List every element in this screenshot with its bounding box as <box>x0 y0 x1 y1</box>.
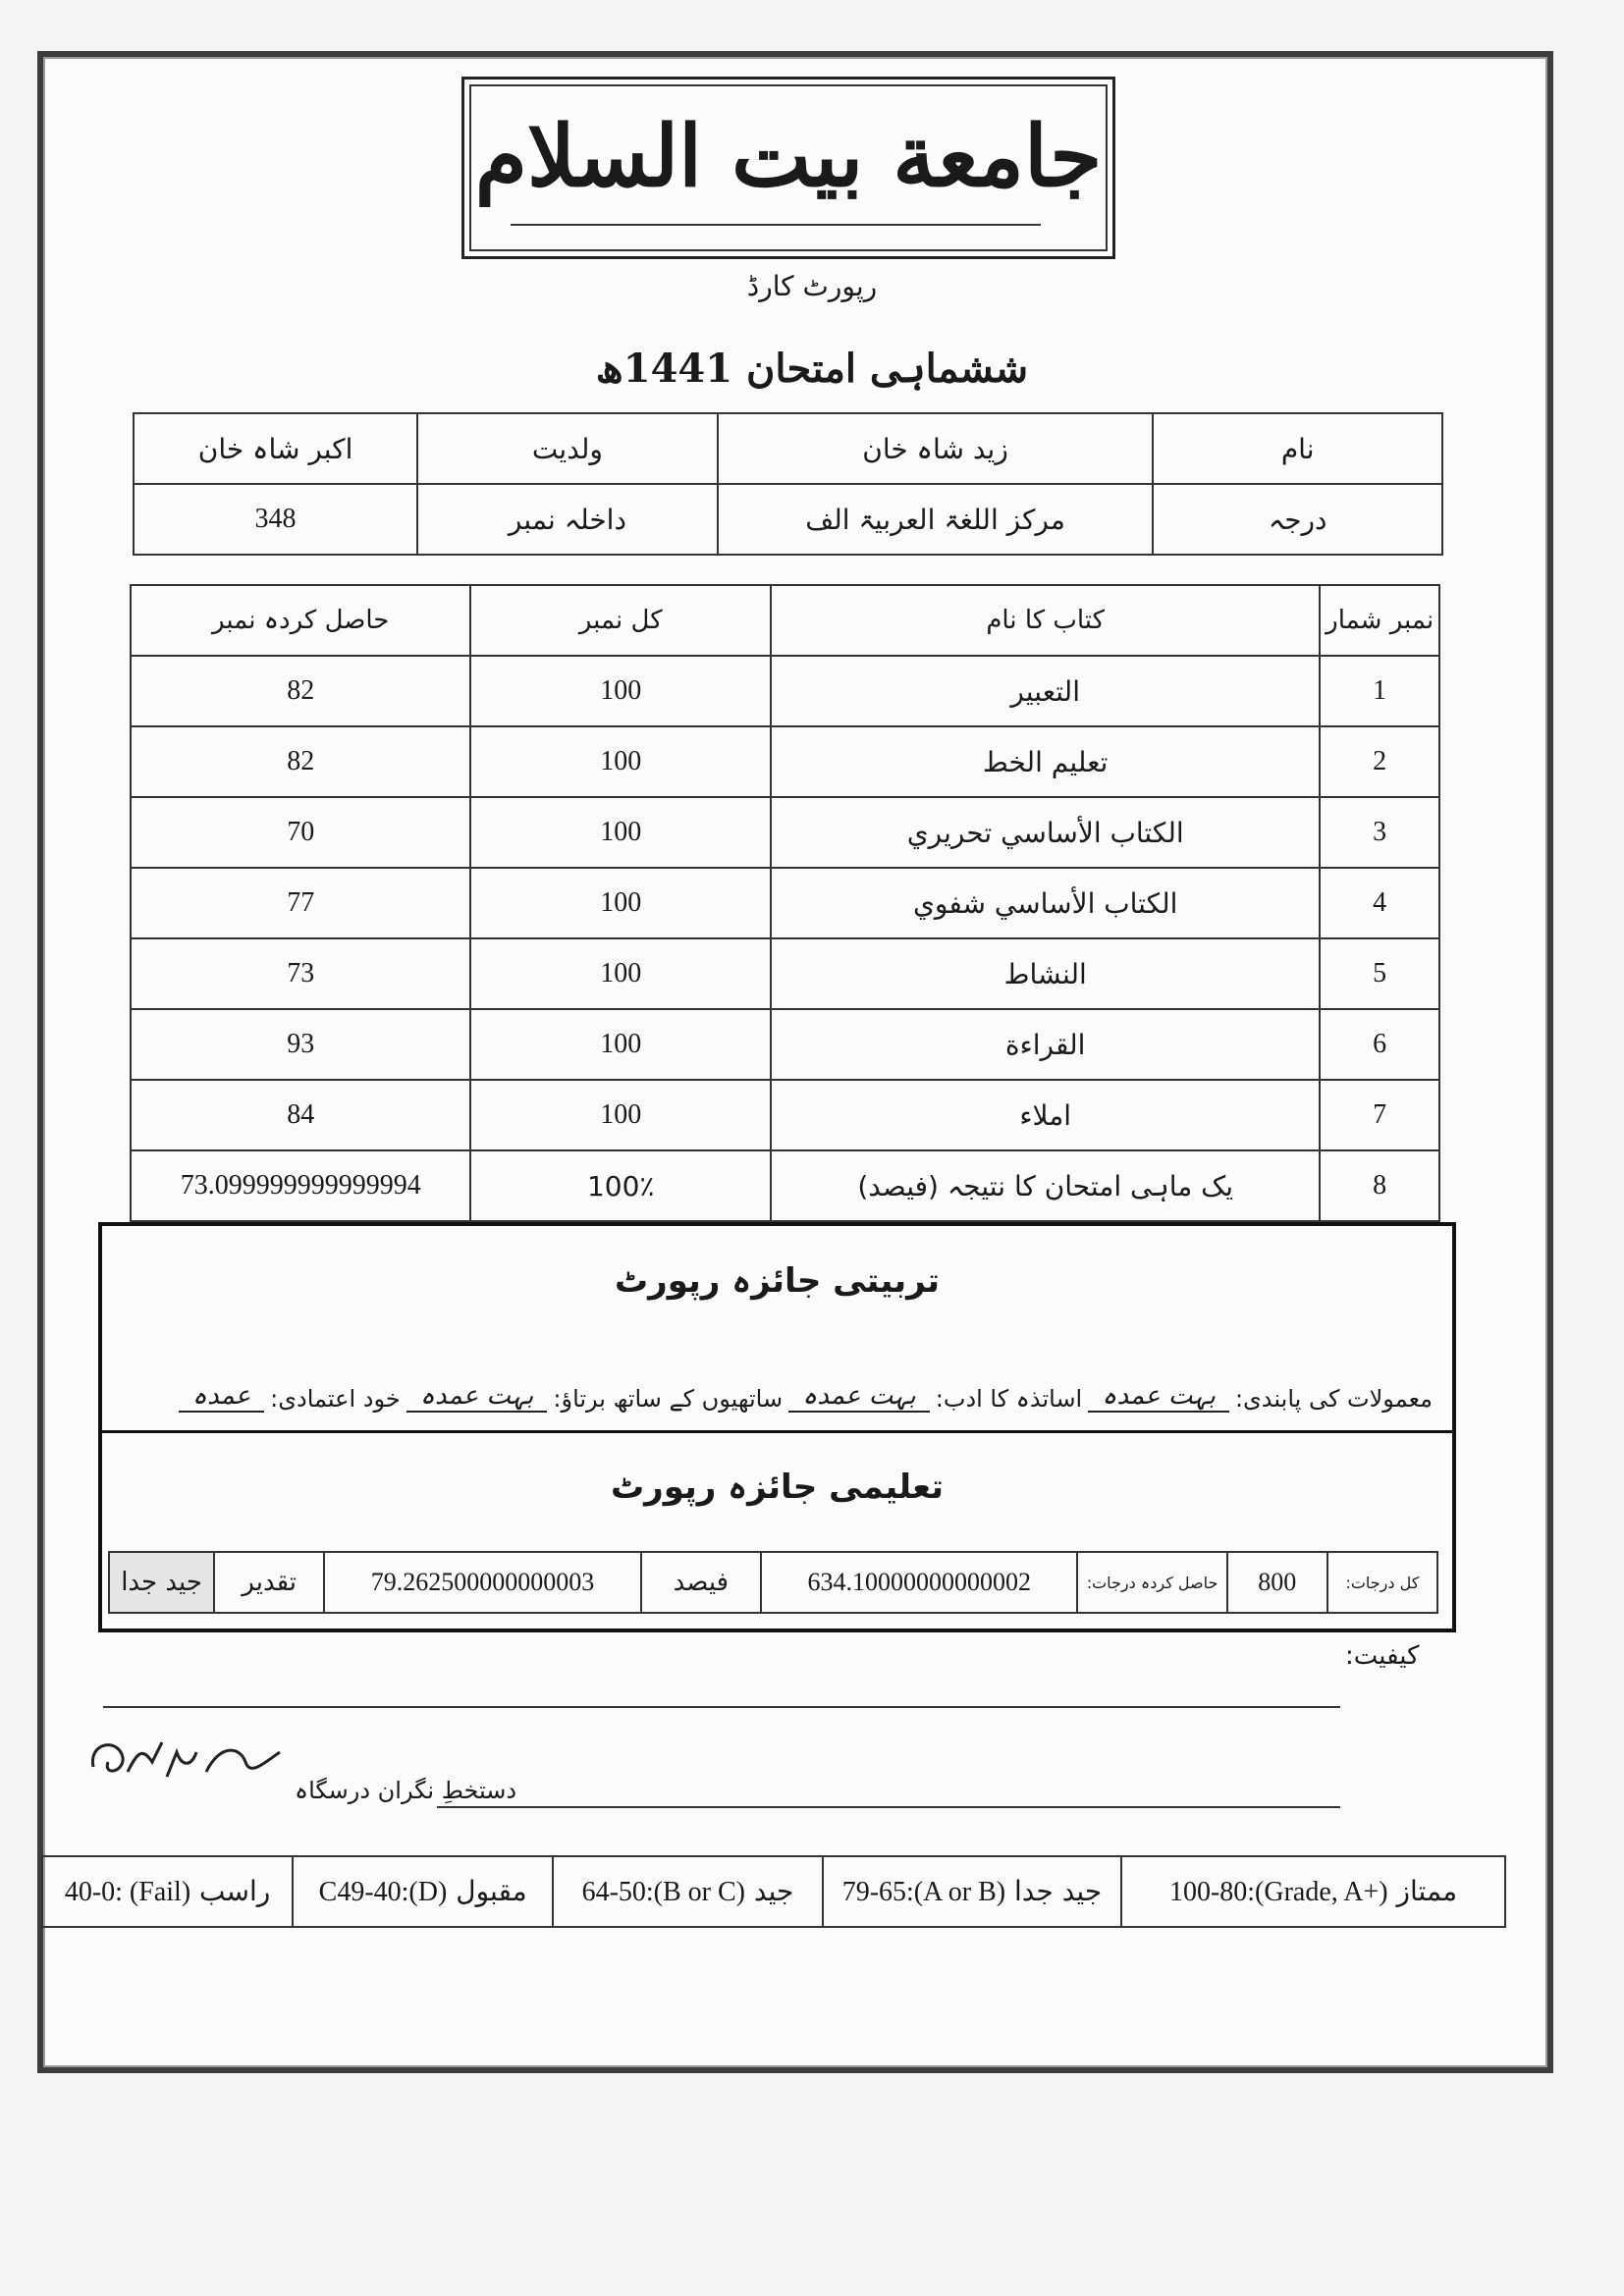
admission-label: داخلہ نمبر <box>417 484 718 555</box>
serial-cell: 4 <box>1320 868 1439 938</box>
percent-value: 79.262500000000003 <box>324 1552 640 1613</box>
marks-table <box>130 584 1440 1222</box>
book-cell: النشاط <box>771 938 1320 1009</box>
punctuality-label: معمولات کی پابندی: <box>1234 1385 1433 1413</box>
obtained-total-label: حاصل کردہ درجات: <box>1077 1552 1226 1613</box>
grade-range: 40-0: (Fail) <box>64 1877 191 1907</box>
peers-label: ساتھیوں کے ساتھ برتاؤ: <box>553 1385 784 1413</box>
class-value: مرکز اللغۃ العربیۃ الف <box>718 484 1154 555</box>
grade-scale-cell <box>823 1856 1121 1927</box>
obtained-cell: 73 <box>131 938 470 1009</box>
name-value: زید شاہ خان <box>718 413 1154 484</box>
serial-cell: 7 <box>1320 1080 1439 1150</box>
total-degrees-label: کل درجات: <box>1327 1552 1437 1613</box>
respect-value: بہت عمدہ <box>788 1381 930 1413</box>
grade-name: جید <box>753 1875 794 1907</box>
serial-cell: 5 <box>1320 938 1439 1009</box>
total-cell: 100 <box>470 656 771 726</box>
book-cell: القراءة <box>771 1009 1320 1080</box>
book-cell: تعليم الخط <box>771 726 1320 797</box>
table-row <box>131 656 1439 726</box>
remarks-label: کیفیت: <box>1345 1641 1420 1671</box>
exam-title: ششماہی امتحان 1441ھ <box>595 346 1029 392</box>
grade-scale-cell <box>42 1856 293 1927</box>
header-book: کتاب کا نام <box>771 585 1320 656</box>
percent-label: فیصد <box>641 1552 761 1613</box>
total-degrees-value: 800 <box>1227 1552 1327 1613</box>
signature-line <box>437 1806 1340 1808</box>
grade-scale-cell <box>293 1856 553 1927</box>
obtained-cell: 82 <box>131 656 470 726</box>
institution-name: جامعة بيت السلام <box>474 107 1103 206</box>
book-cell: الكتاب الأساسي شفوي <box>771 868 1320 938</box>
conduct-row <box>122 1354 1433 1413</box>
signature-label: دستخطِ نگران درسگاہ <box>295 1777 517 1804</box>
total-cell: 100 <box>470 797 771 868</box>
total-cell: 100 <box>470 1080 771 1150</box>
table-row <box>131 1009 1439 1080</box>
punctuality-value: بہت عمدہ <box>1088 1381 1229 1413</box>
name-label: نام <box>1153 413 1442 484</box>
admission-value: 348 <box>134 484 417 555</box>
grade-name: راسب <box>199 1875 271 1907</box>
table-row <box>131 1150 1439 1221</box>
grade-range: 79-65:(A or B) <box>841 1877 1006 1907</box>
table-row <box>131 868 1439 938</box>
obtained-cell: 73.099999999999994 <box>131 1150 470 1221</box>
confidence-value: عمدہ <box>179 1381 264 1413</box>
grade-scale-cell <box>553 1856 823 1927</box>
result-table <box>108 1551 1438 1614</box>
table-row <box>131 1080 1439 1150</box>
document-type: رپورٹ کارڈ <box>746 270 878 302</box>
father-label: ولدیت <box>417 413 718 484</box>
student-info-table <box>133 412 1443 556</box>
peers-value: بہت عمدہ <box>406 1381 548 1413</box>
book-cell: یک ماہی امتحان کا نتیجہ (فیصد) <box>771 1150 1320 1221</box>
tarbiyati-title: تربیتی جائزہ رپورٹ <box>614 1261 941 1301</box>
supervisor-signature <box>83 1733 299 1791</box>
obtained-cell: 77 <box>131 868 470 938</box>
total-cell: 100 <box>470 868 771 938</box>
grade-range: 64-50:(B or C) <box>581 1877 745 1907</box>
total-cell: 100 <box>470 938 771 1009</box>
total-cell: 100 <box>470 1009 771 1080</box>
obtained-cell: 82 <box>131 726 470 797</box>
table-row <box>131 938 1439 1009</box>
header-serial: نمبر شمار <box>1320 585 1439 656</box>
taleemi-title: تعلیمی جائزہ رپورٹ <box>610 1468 945 1507</box>
grade-scale-cell <box>1121 1856 1505 1927</box>
title-underline <box>511 224 1041 226</box>
obtained-total-value: 634.10000000000002 <box>761 1552 1077 1613</box>
class-label: درجہ <box>1153 484 1442 555</box>
table-row <box>131 726 1439 797</box>
book-cell: التعبير <box>771 656 1320 726</box>
title-box <box>461 77 1115 259</box>
grade-range: C49-40:(D) <box>318 1877 448 1907</box>
serial-cell: 3 <box>1320 797 1439 868</box>
serial-cell: 2 <box>1320 726 1439 797</box>
confidence-label: خود اعتمادی: <box>270 1385 401 1413</box>
serial-cell: 6 <box>1320 1009 1439 1080</box>
grade-value: جید جدا <box>109 1552 214 1613</box>
table-row <box>131 797 1439 868</box>
header-obtained: حاصل کردہ نمبر <box>131 585 470 656</box>
serial-cell: 8 <box>1320 1150 1439 1221</box>
section-divider <box>102 1430 1452 1433</box>
obtained-cell: 93 <box>131 1009 470 1080</box>
grading-scale-table <box>41 1855 1506 1928</box>
obtained-cell: 70 <box>131 797 470 868</box>
total-cell: 100 <box>470 726 771 797</box>
grade-name: ممتاز <box>1396 1875 1458 1907</box>
grade-name: جید جدا <box>1014 1875 1103 1907</box>
book-cell: الكتاب الأساسي تحريري <box>771 797 1320 868</box>
obtained-cell: 84 <box>131 1080 470 1150</box>
respect-label: اساتذہ کا ادب: <box>935 1385 1083 1413</box>
grade-label: تقدیر <box>214 1552 324 1613</box>
father-value: اکبر شاہ خان <box>134 413 417 484</box>
serial-cell: 1 <box>1320 656 1439 726</box>
book-cell: املاء <box>771 1080 1320 1150</box>
total-cell: 100٪ <box>470 1150 771 1221</box>
header-total: کل نمبر <box>470 585 771 656</box>
remarks-line <box>103 1706 1340 1708</box>
marks-header-row <box>131 585 1439 656</box>
grade-range: 100-80:(Grade, A+) <box>1168 1877 1388 1907</box>
grade-name: مقبول <box>456 1875 527 1907</box>
